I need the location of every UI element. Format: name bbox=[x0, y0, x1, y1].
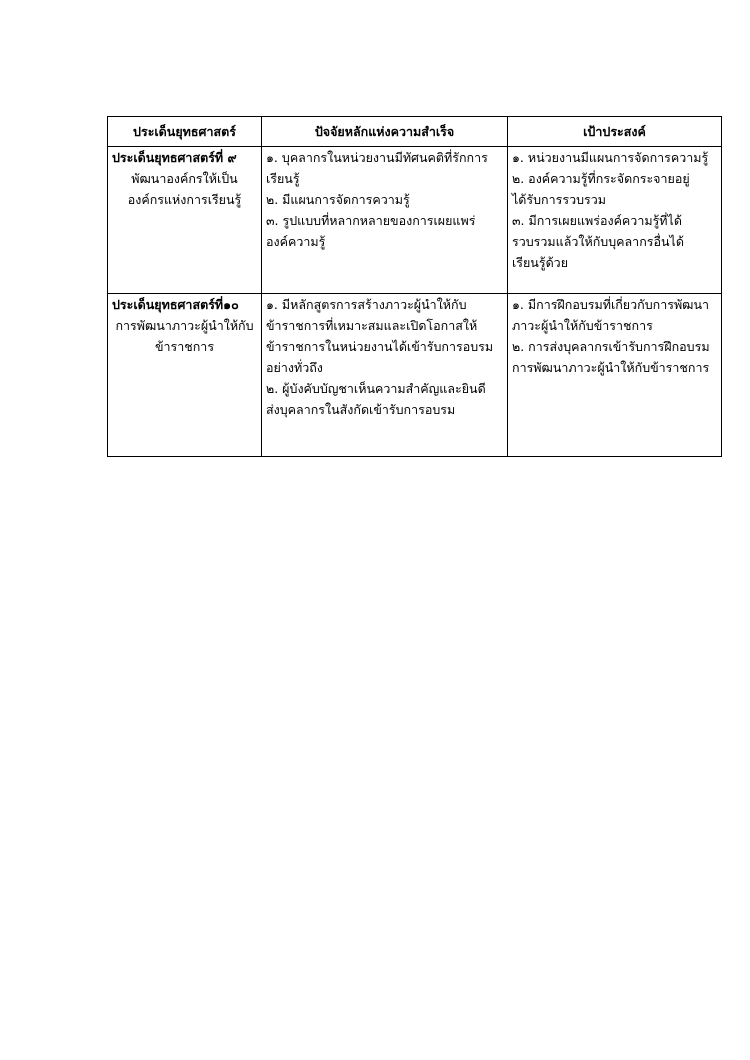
success-factors-cell bbox=[262, 147, 508, 294]
goal-line: ๑. มีการฝึกอบรมที่เกี่ยวกับการพัฒนา bbox=[512, 297, 710, 312]
goal-line: การพัฒนาภาวะผู้นำให้กับข้าราชการ bbox=[512, 360, 710, 375]
factor-line: องค์ความรู้ bbox=[266, 234, 326, 249]
objectives-cell bbox=[508, 147, 722, 294]
factor-line: ส่งบุคลากรในสังกัดเข้ารับการอบรม bbox=[266, 402, 456, 417]
issue-title: ประเด็นยุทธศาสตร์ที่๑๐ bbox=[112, 297, 239, 312]
goal-line: ได้รับการรวบรวม bbox=[512, 192, 606, 207]
goal-line: รวบรวมแล้วให้กับบุคลากรอื่นได้ bbox=[512, 234, 684, 249]
factor-line: ข้าราชการในหน่วยงานได้เข้ารับการอบรม bbox=[266, 339, 494, 354]
factor-line: อย่างทั่วถึง bbox=[266, 360, 323, 375]
issue-description-line: การพัฒนาภาวะผู้นำให้กับ bbox=[115, 318, 254, 333]
header-strategic-issue: ประเด็นยุทธศาสตร์ bbox=[108, 117, 262, 147]
objectives-cell bbox=[508, 294, 722, 457]
factor-line: ๒. ผู้บังคับบัญชาเห็นความสำคัญและยินดี bbox=[266, 381, 486, 396]
issue-description-line: พัฒนาองค์กรให้เป็น bbox=[131, 171, 238, 186]
strategic-issue-cell bbox=[108, 147, 262, 294]
factor-line: ๑. บุคลากรในหน่วยงานมีทัศนคติที่รักการ bbox=[266, 150, 488, 165]
issue-description-line: ข้าราชการ bbox=[154, 339, 215, 354]
goal-line: ๑. หน่วยงานมีแผนการจัดการความรู้ bbox=[512, 150, 709, 165]
issue-title: ประเด็นยุทธศาสตร์ที่ ๙ bbox=[112, 150, 237, 165]
goal-line: ๓. มีการเผยแพร่องค์ความรู้ที่ได้ bbox=[512, 213, 682, 228]
factor-line: ข้าราชการที่เหมาะสมและเปิดโอกาสให้ bbox=[266, 318, 478, 333]
header-key-success-factors: ปัจจัยหลักแห่งความสำเร็จ bbox=[262, 117, 508, 147]
factor-line: ๒. มีแผนการจัดการความรู้ bbox=[266, 192, 410, 207]
issue-description-line: องค์กรแห่งการเรียนรู้ bbox=[127, 192, 242, 207]
success-factors-cell bbox=[262, 294, 508, 457]
strategic-issue-cell bbox=[108, 294, 262, 457]
table-row bbox=[108, 294, 722, 457]
factor-line: ๑. มีหลักสูตรการสร้างภาวะผู้นำให้กับ bbox=[266, 297, 467, 312]
goal-line: ๒. การส่งบุคลากรเข้ารับการฝึกอบรม bbox=[512, 339, 710, 354]
goal-line: ๒. องค์ความรู้ที่กระจัดกระจายอยู่ bbox=[512, 171, 690, 186]
strategy-table bbox=[107, 116, 722, 457]
goal-line: ภาวะผู้นำให้กับข้าราชการ bbox=[512, 318, 653, 333]
table-header-row bbox=[108, 117, 722, 147]
table-row bbox=[108, 147, 722, 294]
header-objectives: เป้าประสงค์ bbox=[508, 117, 722, 147]
factor-line: ๓. รูปแบบที่หลากหลายของการเผยแพร่ bbox=[266, 213, 476, 228]
factor-line: เรียนรู้ bbox=[266, 171, 300, 186]
goal-line: เรียนรู้ด้วย bbox=[512, 255, 569, 270]
